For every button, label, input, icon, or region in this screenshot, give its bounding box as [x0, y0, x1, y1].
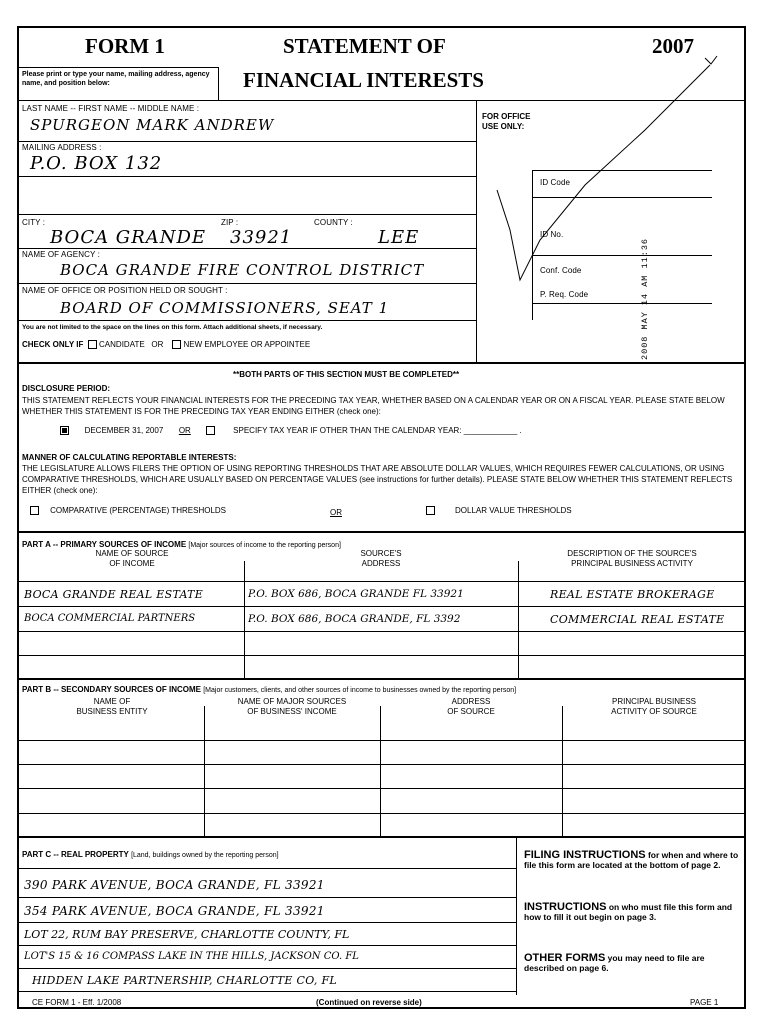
part-a-r1-desc: REAL ESTATE BROKERAGE — [550, 588, 715, 601]
part-b-row2-rule — [18, 788, 745, 789]
part-b-heading: PART B -- SECONDARY SOURCES OF INCOME — [22, 685, 201, 694]
office-conf-code: Conf. Code — [540, 266, 582, 275]
filing-instructions — [524, 850, 740, 870]
title-line2: FINANCIAL INTERESTS — [243, 68, 484, 92]
inst-text: on who must file this form and how to fill it out begin on page 3. — [524, 902, 733, 922]
part-a-row1-rule — [18, 606, 745, 607]
december-checkbox[interactable] — [60, 426, 69, 435]
new-employee-checkbox[interactable] — [172, 340, 181, 349]
city-label: CITY : — [22, 218, 46, 227]
candidate-checkbox[interactable] — [88, 340, 97, 349]
part-a-r1-name: BOCA GRANDE REAL ESTATE — [24, 588, 204, 601]
office-id-code: ID Code — [540, 178, 571, 187]
manner-or: OR — [330, 508, 342, 517]
agency-label: NAME OF AGENCY : — [22, 250, 100, 259]
manner-options — [30, 506, 226, 515]
section-divider-partc — [18, 836, 745, 838]
office-label: NAME OF OFFICE OR POSITION HELD OR SOUGHT : — [22, 286, 228, 295]
form-label: FORM 1 — [85, 34, 165, 58]
name-value: SPURGEON MARK ANDREW — [30, 116, 275, 134]
part-c-rule2 — [18, 922, 516, 923]
inst-title: INSTRUCTIONS — [524, 901, 607, 913]
part-c-heading: PART C -- REAL PROPERTY — [22, 850, 129, 859]
office-line-idno — [532, 255, 712, 256]
part-c-rule1 — [18, 897, 516, 898]
part-a-r1-address: P.O. BOX 686, BOCA GRANDE FL 33921 — [248, 588, 464, 600]
filing-title: FILING INSTRUCTIONS — [524, 849, 646, 861]
zip-label: ZIP : — [221, 218, 239, 227]
header-inner-divider — [218, 67, 219, 100]
part-b-col1: NAME OF BUSINESS ENTITY — [76, 697, 148, 716]
office-inner-left — [532, 170, 533, 320]
mailing-value: P.O. BOX 132 — [30, 153, 163, 174]
part-a-r2-name: BOCA COMMERCIAL PARTNERS — [24, 613, 196, 624]
part-c-rule4 — [18, 968, 516, 969]
part-a-heading: PART A -- PRIMARY SOURCES OF INCOME — [22, 540, 187, 549]
part-c-heading-row — [22, 850, 279, 859]
part-a-heading-row — [22, 540, 341, 549]
dollar-checkbox[interactable] — [426, 506, 435, 515]
part-a-vdiv2 — [518, 561, 519, 678]
period-text: THIS STATEMENT REFLECTS YOUR FINANCIAL INTERESTS FOR THE PRECEDING TAX YEAR, WHETHER BASED ON A CALENDAR YEAR OR ON A FISCAL YEAR. PLEASE STATE BELOW WHETHER THIS STATEMENT IS FOR THE PRECEDING TAX YEAR ENDING EITHER (check one): — [22, 396, 725, 416]
office-line-id — [532, 197, 712, 198]
part-c-row2: 354 PARK AVENUE, BOCA GRANDE, FL 33921 — [24, 904, 325, 918]
part-c-rule5 — [18, 991, 516, 992]
name-label: LAST NAME -- FIRST NAME -- MIDDLE NAME : — [22, 104, 200, 113]
comparative-checkbox[interactable] — [30, 506, 39, 515]
part-b-vdiv2 — [380, 706, 381, 836]
part-a-row2-rule — [18, 631, 745, 632]
part-a-col1: NAME OF SOURCE OF INCOME — [95, 549, 169, 568]
dollar-label: DOLLAR VALUE THRESHOLDS — [455, 506, 572, 515]
part-b-row3-rule — [18, 813, 745, 814]
footer-form-id: CE FORM 1 - Eff. 1/2008 — [32, 998, 122, 1007]
county-value: LEE — [378, 227, 420, 248]
manner-options-dollar — [426, 506, 572, 515]
period-options — [60, 426, 522, 435]
part-c-row3: LOT 22, RUM BAY PRESERVE, CHARLOTTE COUNTY, FL — [24, 928, 350, 941]
comparative-label: COMPARATIVE (PERCENTAGE) THRESHOLDS — [50, 506, 226, 515]
office-use-label: FOR OFFICE USE ONLY: — [482, 112, 531, 131]
manner-heading: MANNER OF CALCULATING REPORTABLE INTERESTS: — [22, 453, 237, 462]
part-a-note: [Major sources of income to the reporting person] — [188, 542, 341, 549]
office-id-no: ID No. — [540, 230, 564, 239]
city-rule — [18, 248, 476, 249]
part-a-header-rule — [18, 581, 745, 582]
office-line-top — [532, 170, 712, 171]
not-limited-note: You are not limited to the space on the lines on this form. Attach additional sheets, if necessary. — [22, 324, 323, 331]
manner-text: THE LEGISLATURE ALLOWS FILERS THE OPTION OF USING REPORTING THRESHOLDS THAT ARE ABSOLUTE DOLLAR VALUES, WHICH REQUIRES FEWER CALCULATIONS, OR USING COMPARATIVE THRESHOLDS, WHICH ARE USUALLY BASED ON PERCENTAGE VALUES (see instructions for further details). PLEASE STATE BELOW WHETHER THIS STATEMENT REFLECTS EITHER (check one): — [22, 464, 733, 495]
mailing-rule2 — [18, 214, 476, 215]
part-b-header-rule — [18, 740, 745, 741]
county-label: COUNTY : — [314, 218, 353, 227]
part-b-col3: ADDRESS OF SOURCE — [447, 697, 495, 716]
both-parts-note: **BOTH PARTS OF THIS SECTION MUST BE COMPLETED** — [233, 370, 460, 379]
part-c-rule0 — [18, 868, 516, 869]
part-c-row1: 390 PARK AVENUE, BOCA GRANDE, FL 33921 — [24, 878, 325, 892]
part-b-vdiv1 — [204, 706, 205, 836]
footer-continued: (Continued on reverse side) — [316, 998, 422, 1007]
december-label: DECEMBER 31, 2007 — [84, 426, 164, 435]
part-b-col4: PRINCIPAL BUSINESS ACTIVITY OF SOURCE — [611, 697, 697, 716]
name-rule — [18, 141, 476, 142]
part-c-row4: LOT'S 15 & 16 COMPASS LAKE IN THE HILLS, JACKSON CO. FL — [24, 951, 359, 962]
part-a-col3: DESCRIPTION OF THE SOURCE'S PRINCIPAL BUSINESS ACTIVITY — [567, 549, 697, 568]
candidate-label: CANDIDATE — [99, 340, 145, 349]
part-a-col2: SOURCE'S ADDRESS — [360, 549, 402, 568]
part-c-row5: HIDDEN LAKE PARTNERSHIP, CHARLOTTE CO, FL — [32, 974, 338, 987]
city-value: BOCA GRANDE — [50, 227, 207, 248]
other-forms-instructions — [524, 953, 740, 973]
office-box-left — [476, 100, 477, 362]
check-only-label: CHECK ONLY IF — [22, 340, 84, 349]
part-a-r2-address: P.O. BOX 686, BOCA GRANDE, FL 3392 — [248, 613, 461, 625]
part-c-note: [Land, buildings owned by the reporting person] — [131, 852, 279, 859]
part-a-r2-desc: COMMERCIAL REAL ESTATE — [550, 613, 725, 626]
specify-checkbox[interactable] — [206, 426, 215, 435]
part-b-vdiv3 — [562, 706, 563, 836]
who-must-file-instructions — [524, 902, 740, 922]
agency-value: BOCA GRANDE FIRE CONTROL DISTRICT — [60, 261, 425, 279]
part-a-vdiv1 — [244, 561, 245, 678]
period-heading: DISCLOSURE PERIOD: — [22, 384, 111, 393]
new-employee-label: NEW EMPLOYEE OR APPOINTEE — [183, 340, 311, 349]
received-stamp: 2008 MAY 14 AM 11:36 — [640, 237, 650, 360]
part-b-heading-row — [22, 685, 516, 694]
print-instruction: Please print or type your name, mailing address, agency name, and position below: — [22, 71, 210, 87]
zip-value: 33921 — [230, 227, 293, 248]
part-a-row3-rule — [18, 655, 745, 656]
office-rule — [18, 320, 476, 321]
specify-label: SPECIFY TAX YEAR IF OTHER THAN THE CALENDAR YEAR: ____________ . — [233, 426, 522, 435]
section-divider-parta — [18, 531, 745, 533]
section-divider-partb — [18, 678, 745, 680]
other-title: OTHER FORMS — [524, 952, 606, 964]
part-c-rule3 — [18, 945, 516, 946]
check-only-row — [22, 340, 310, 349]
title-line1: STATEMENT OF — [283, 34, 446, 58]
footer-page: PAGE 1 — [690, 998, 719, 1007]
office-value: BOARD OF COMMISSIONERS, SEAT 1 — [60, 299, 390, 317]
part-b-row1-rule — [18, 764, 745, 765]
office-line-preq — [532, 303, 712, 304]
section-divider-top — [18, 362, 745, 364]
part-b-note: [Major customers, clients, and other sources of income to businesses owned by the reporting person] — [203, 687, 517, 694]
office-p-req-code: P. Req. Code — [540, 290, 589, 299]
check-or-text: OR — [151, 340, 164, 349]
mailing-rule — [18, 176, 476, 177]
form-year: 2007 — [652, 34, 694, 58]
header-divider — [18, 67, 218, 68]
filing-text: for when and where to file this form are located at the bottom of page 2. — [524, 850, 739, 870]
other-text: you may need to file are described on page 6. — [524, 953, 705, 973]
mailing-label: MAILING ADDRESS : — [22, 143, 102, 152]
period-or: OR — [178, 426, 191, 435]
part-c-instructions-divider — [516, 837, 517, 995]
agency-rule — [18, 283, 476, 284]
part-b-col2: NAME OF MAJOR SOURCES OF BUSINESS' INCOME — [237, 697, 347, 716]
